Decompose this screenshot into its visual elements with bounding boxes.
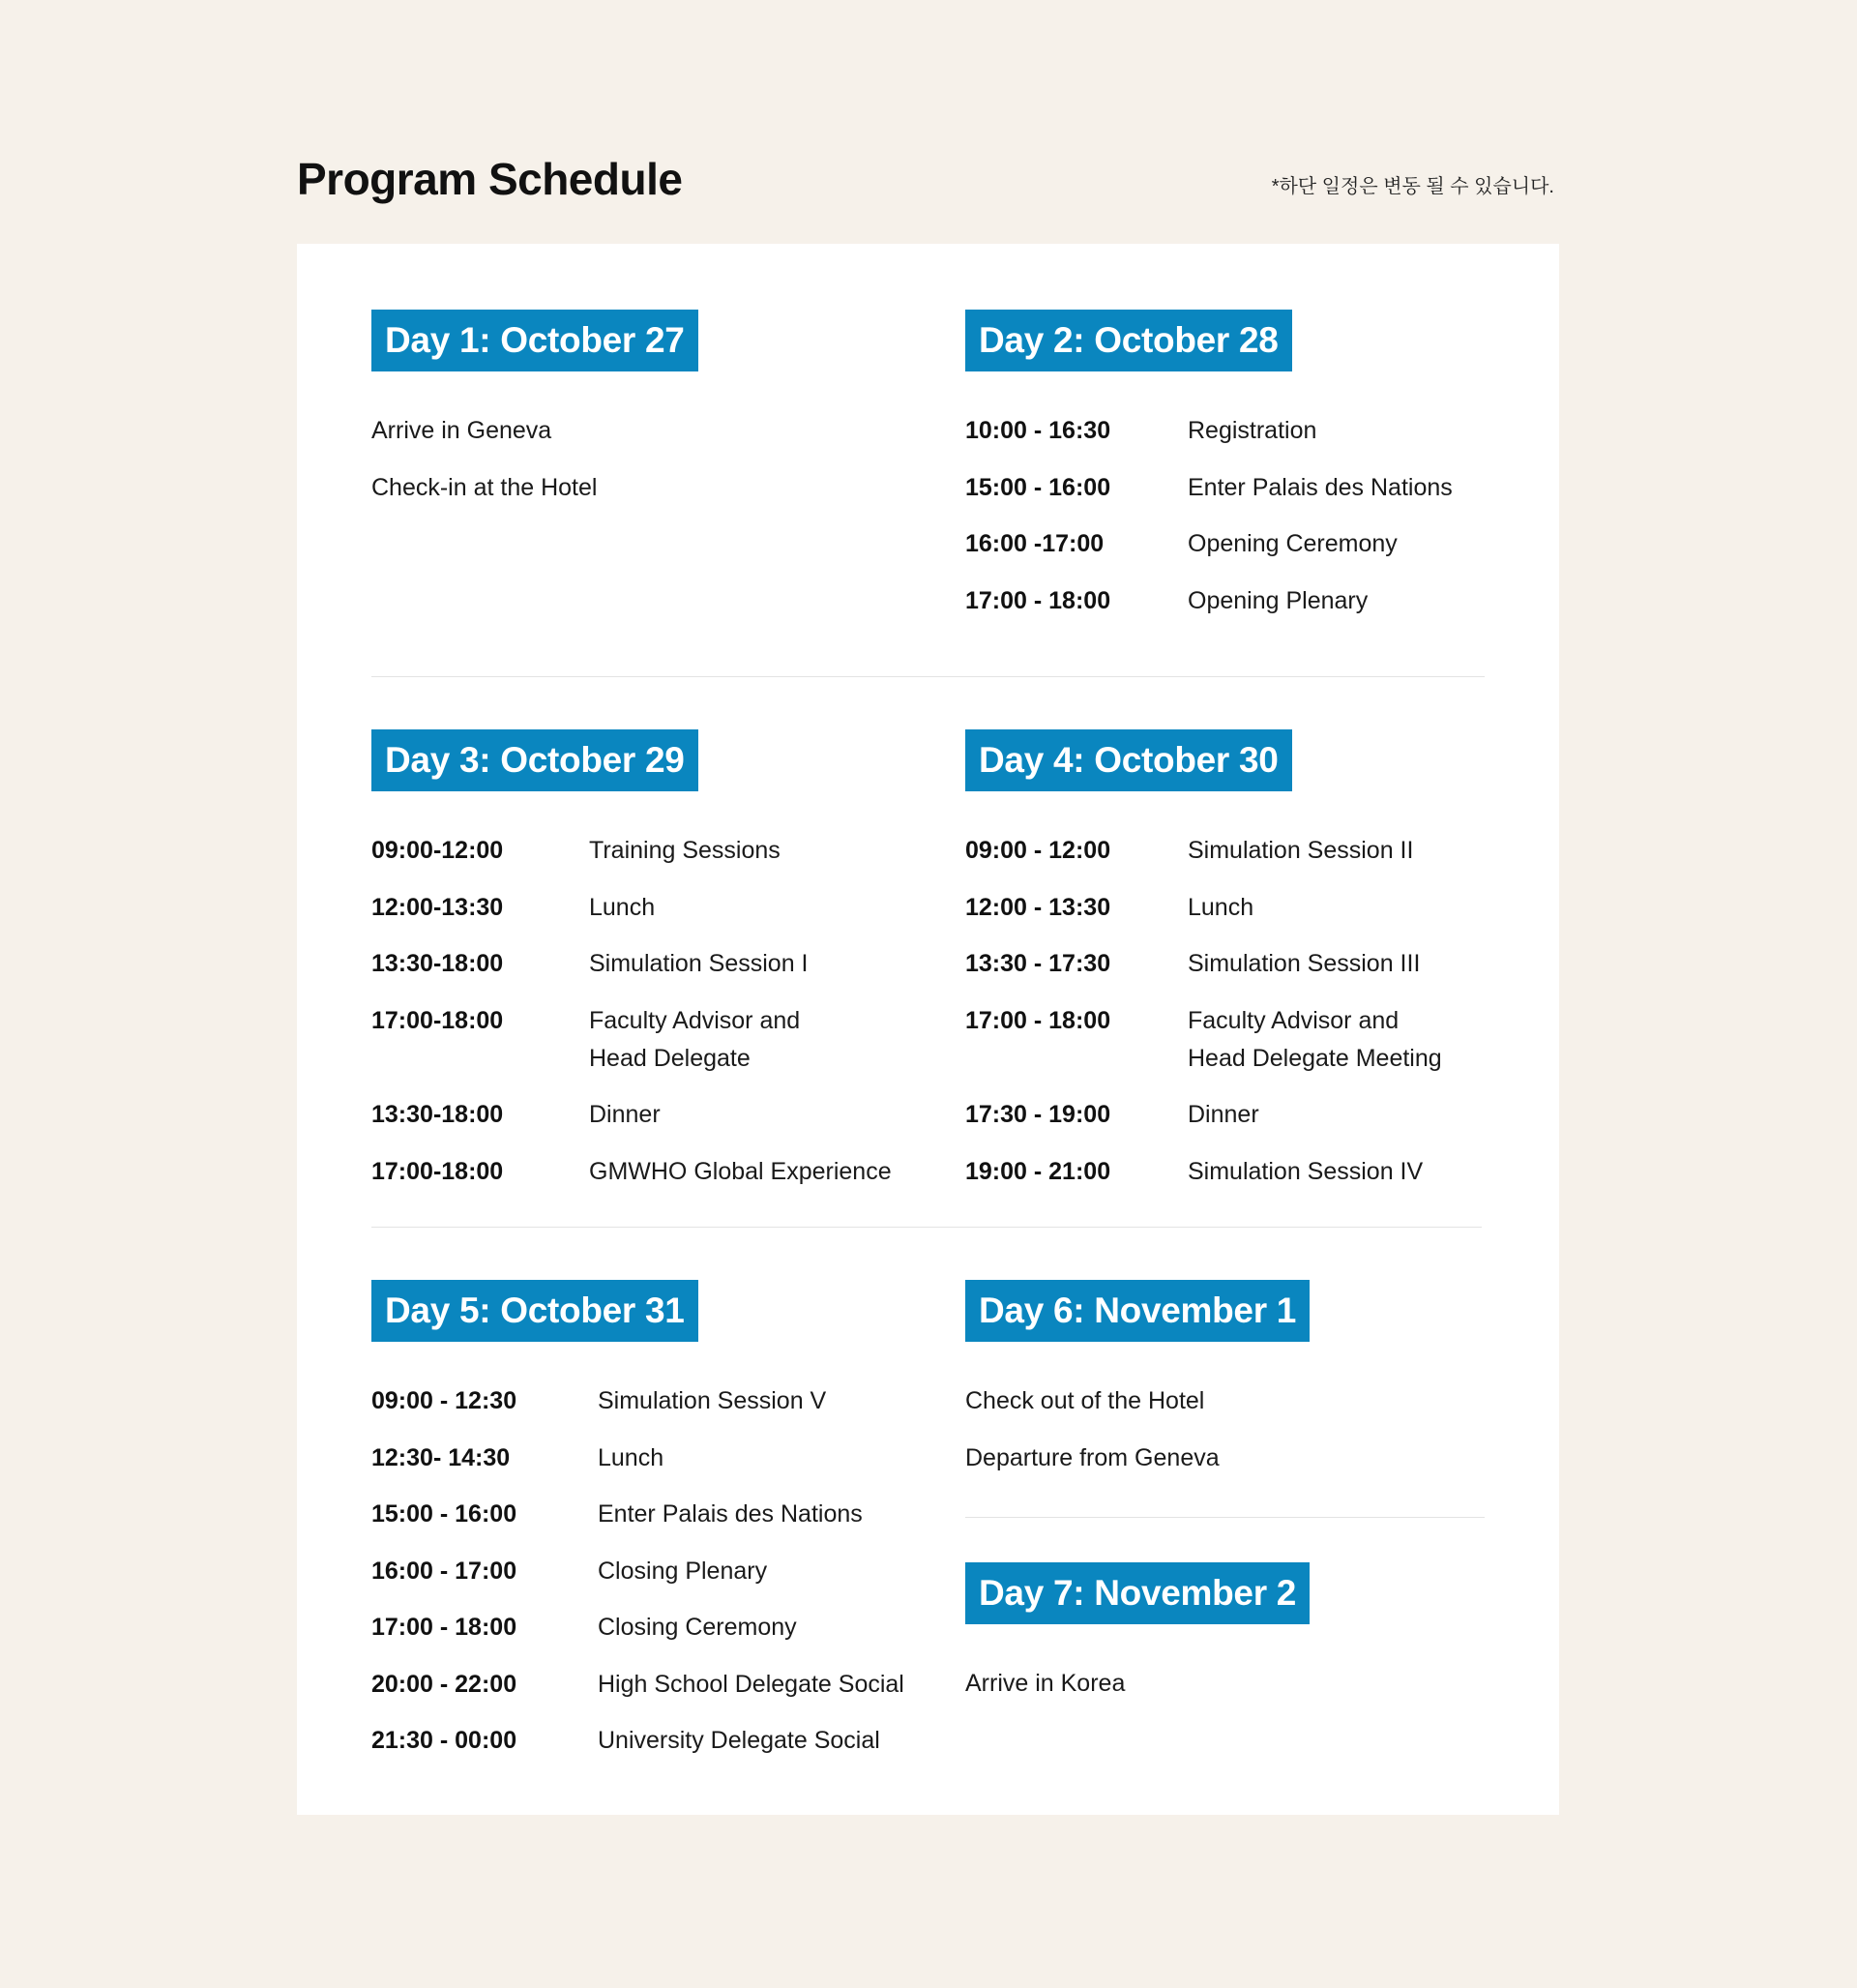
activity: Lunch [598, 1443, 664, 1471]
activity: Enter Palais des Nations [598, 1500, 863, 1528]
time: 16:00 - 17:00 [371, 1557, 517, 1585]
time: 17:00-18:00 [371, 1006, 504, 1034]
time: 13:30 - 17:30 [965, 950, 1111, 977]
schedule-change-notice: *하단 일정은 변동 될 수 있습니다. [1271, 176, 1554, 197]
time: 12:00-13:30 [371, 893, 504, 921]
schedule-row [371, 1153, 892, 1191]
schedule-row [965, 469, 1453, 507]
day-header: Day 5: October 31 [371, 1280, 698, 1342]
time: 17:00 - 18:00 [965, 586, 1111, 614]
activity: Simulation Session IV [1188, 1157, 1424, 1185]
time: 19:00 - 21:00 [965, 1157, 1111, 1185]
time: 15:00 - 16:00 [371, 1500, 517, 1528]
time: 09:00 - 12:30 [371, 1387, 517, 1414]
schedule-row [371, 1382, 904, 1420]
divider [965, 1517, 1485, 1518]
activity: Closing Ceremony [598, 1614, 797, 1641]
time: 17:00-18:00 [371, 1157, 504, 1185]
day-3-section [371, 729, 892, 1209]
activity: Opening Ceremony [1188, 530, 1398, 557]
time: 12:30- 14:30 [371, 1443, 511, 1471]
schedule-row [965, 525, 1453, 563]
day-header: Day 3: October 29 [371, 729, 698, 791]
activity: Training Sessions [589, 837, 781, 864]
schedule-row [371, 1002, 892, 1078]
divider [371, 676, 1485, 677]
list-item: Check-in at the Hotel [371, 473, 598, 501]
activity: Registration [1188, 417, 1317, 444]
activity: Lunch [1188, 893, 1254, 921]
schedule-row [371, 945, 892, 983]
activity: Faculty Advisor and Head Delegate Meeting [1188, 1006, 1442, 1072]
activity: Simulation Session II [1188, 837, 1414, 864]
time: 13:30-18:00 [371, 1101, 504, 1128]
activity: Dinner [589, 1101, 661, 1128]
day-5-section [371, 1280, 904, 1779]
schedule-row [965, 1096, 1442, 1134]
schedule-card [297, 244, 1559, 1815]
schedule-row [965, 1002, 1442, 1078]
day-6-section [965, 1280, 1310, 1496]
page-title: Program Schedule [297, 154, 683, 204]
activity: Opening Plenary [1188, 586, 1369, 614]
time: 10:00 - 16:30 [965, 417, 1111, 444]
time: 12:00 - 13:30 [965, 893, 1111, 921]
time: 17:00 - 18:00 [371, 1614, 517, 1641]
day-header: Day 7: November 2 [965, 1562, 1310, 1624]
activity: University Delegate Social [598, 1727, 880, 1754]
activity: Simulation Session III [1188, 950, 1421, 977]
day-4-section [965, 729, 1442, 1209]
schedule-row [371, 1609, 904, 1647]
schedule-row [371, 1666, 904, 1704]
list-item: Check out of the Hotel [965, 1387, 1205, 1414]
schedule-row [371, 1496, 904, 1533]
day-header: Day 4: October 30 [965, 729, 1292, 791]
divider [371, 1227, 1482, 1228]
schedule-row [371, 1722, 904, 1760]
schedule-row [371, 832, 892, 870]
schedule-row [965, 889, 1442, 927]
schedule-row [965, 582, 1453, 620]
schedule-row [371, 889, 892, 927]
day-header: Day 6: November 1 [965, 1280, 1310, 1342]
activity: GMWHO Global Experience [589, 1157, 892, 1185]
activity: High School Delegate Social [598, 1670, 904, 1698]
activity: Simulation Session V [598, 1387, 827, 1414]
activity: Dinner [1188, 1101, 1259, 1128]
schedule-row [965, 945, 1442, 983]
list-item: Departure from Geneva [965, 1443, 1220, 1471]
schedule-row [965, 1153, 1442, 1191]
day-7-section [965, 1562, 1310, 1722]
time: 21:30 - 00:00 [371, 1727, 517, 1754]
time: 20:00 - 22:00 [371, 1670, 517, 1698]
time: 17:00 - 18:00 [965, 1006, 1111, 1034]
day-1-section [371, 310, 698, 525]
activity: Closing Plenary [598, 1557, 768, 1585]
schedule-row [965, 832, 1442, 870]
day-header: Day 2: October 28 [965, 310, 1292, 371]
schedule-row [371, 1439, 904, 1477]
time: 09:00 - 12:00 [965, 837, 1111, 864]
day-header: Day 1: October 27 [371, 310, 698, 371]
day-2-section [965, 310, 1453, 638]
time: 09:00-12:00 [371, 837, 504, 864]
activity: Simulation Session I [589, 950, 809, 977]
list-item: Arrive in Geneva [371, 417, 552, 444]
activity: Lunch [589, 893, 656, 921]
time: 16:00 -17:00 [965, 530, 1105, 557]
time: 17:30 - 19:00 [965, 1101, 1111, 1128]
activity: Enter Palais des Nations [1188, 473, 1453, 501]
activity: Faculty Advisor and Head Delegate [589, 1006, 801, 1072]
time: 13:30-18:00 [371, 950, 504, 977]
schedule-row [965, 412, 1453, 450]
schedule-row [371, 1553, 904, 1590]
schedule-row [371, 1096, 892, 1134]
list-item: Arrive in Korea [965, 1670, 1126, 1697]
time: 15:00 - 16:00 [965, 473, 1111, 501]
